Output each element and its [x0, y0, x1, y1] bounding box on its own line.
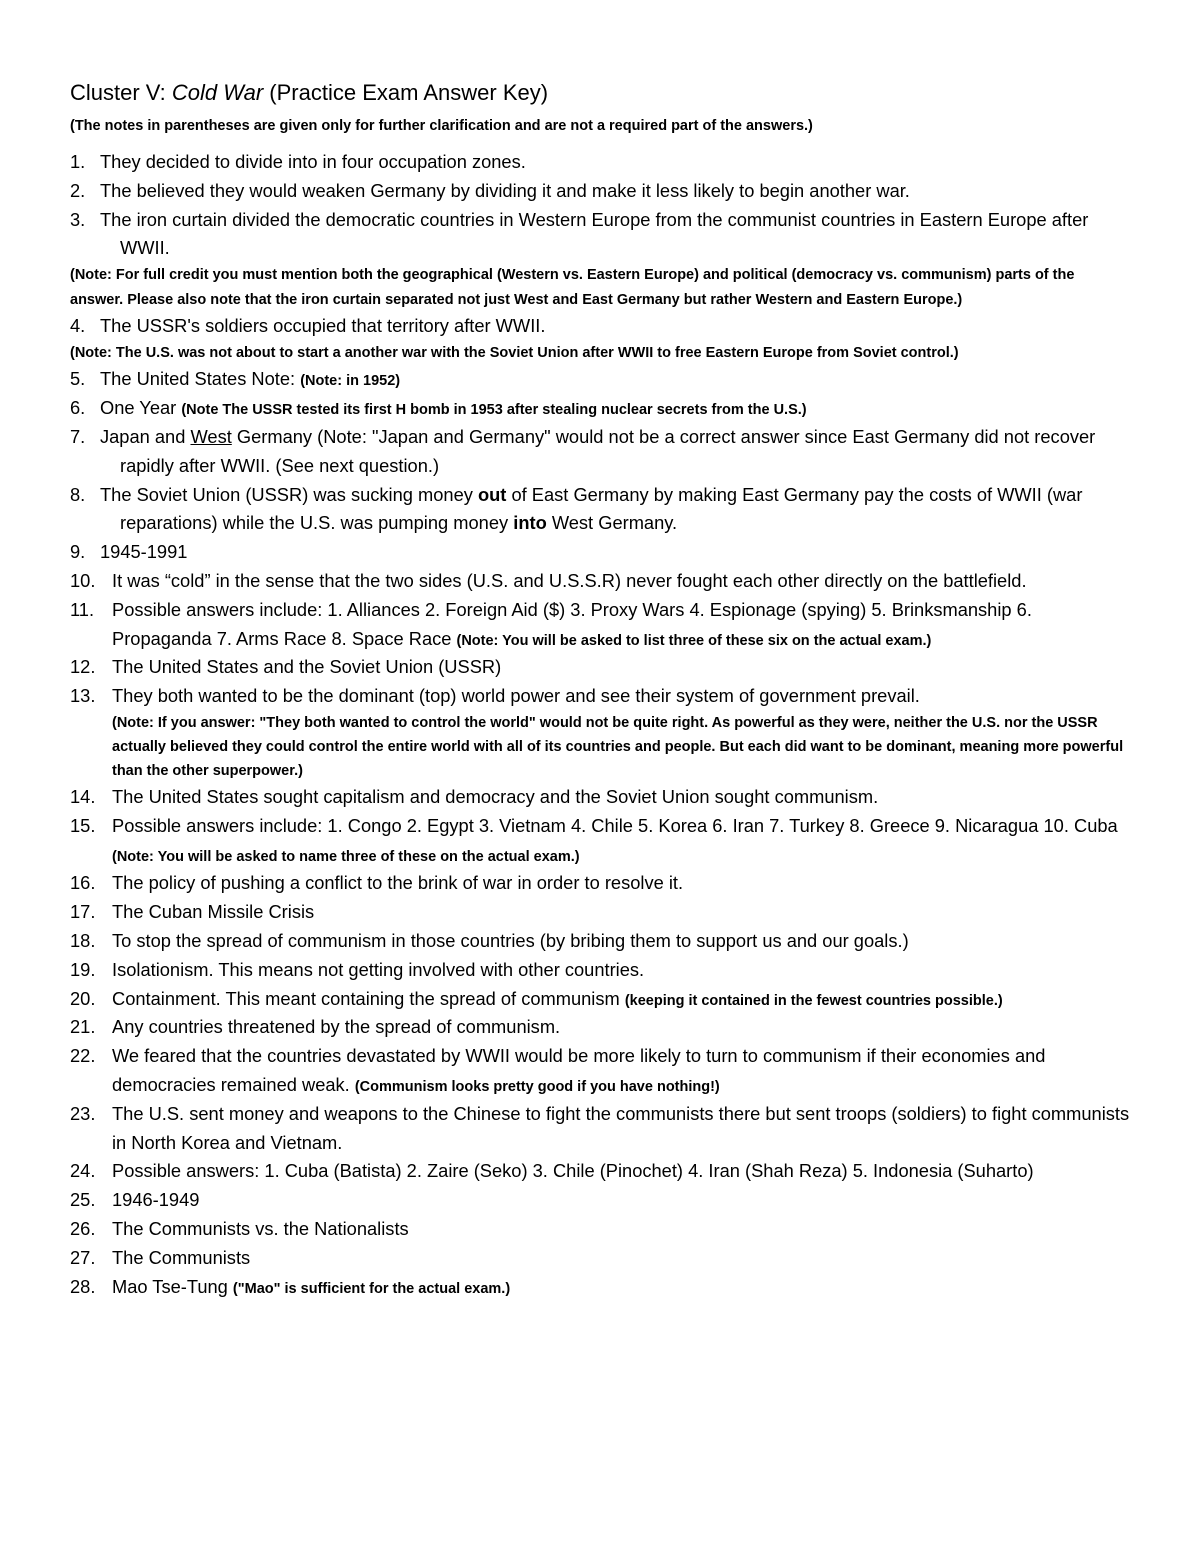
- answer-text-end: West Germany.: [546, 512, 678, 534]
- answer-8: [70, 481, 1130, 539]
- answer-28: [70, 1273, 1130, 1302]
- answer-15: [70, 812, 1130, 870]
- answer-text-continued: Germany (Note: "Japan and Germany" would not be a correct answer since East Germany did not recover rapidly after WWII. (See next question.): [120, 426, 1096, 476]
- answer-3-note: (Note: For full credit you must mention both the geographical (Western vs. Eastern Europe) and political (democracy vs. communism) parts of the answer. Please also note that the iron curtain separated not just West and East Germany but rather Western and Eastern Europe.): [70, 267, 1075, 308]
- answer-text: They decided to divide into in four occupation zones.: [100, 151, 526, 172]
- answer-11: [70, 596, 1130, 654]
- answer-4: [70, 312, 1130, 341]
- answer-note: (Note The USSR tested its first H bomb in 1953 after stealing nuclear secrets from the U.S.): [181, 402, 807, 419]
- answer-number: 21.: [70, 1016, 96, 1038]
- answer-26: [70, 1215, 1130, 1244]
- answer-number: 23.: [70, 1102, 96, 1124]
- answer-text: Mao Tse-Tung: [112, 1275, 233, 1297]
- answer-6: [70, 394, 1130, 423]
- answer-text: It was “cold” in the sense that the two sides (U.S. and U.S.S.R) never fought each other directly on the battlefield.: [112, 570, 1027, 592]
- answer-text: The Communists vs. the Nationalists: [112, 1218, 409, 1239]
- answer-text: The USSR's soldiers occupied that territory after WWII.: [100, 315, 546, 337]
- answer-7: [70, 423, 1130, 481]
- answer-number: 11.: [70, 598, 95, 620]
- answer-text: 1945-1991: [100, 541, 188, 563]
- answer-number: 28.: [70, 1275, 96, 1297]
- answer-text: The U.S. sent money and weapons to the Chinese to fight the communists there but sent troops (soldiers) to fight communists in North Korea and Vietnam.: [112, 1102, 1130, 1153]
- answer-20: [70, 985, 1130, 1014]
- answer-number: 25.: [70, 1189, 96, 1211]
- answer-number: 19.: [70, 958, 96, 980]
- answer-text: 1946-1949: [112, 1189, 200, 1211]
- answer-3: [70, 206, 1130, 264]
- answer-number: 20.: [70, 987, 96, 1009]
- answer-5: [70, 365, 1130, 394]
- answer-text: Possible answers include: 1. Alliances 2. Foreign Aid ($) 3. Proxy Wars 4. Espionage (spying) 5. Brinksmanship 6. Propaganda 7. Arms Race 8. Space Race: [112, 598, 1032, 649]
- answer-18: [70, 927, 1130, 956]
- answer-number: 12.: [70, 656, 96, 678]
- answer-text: The United States Note:: [100, 368, 301, 390]
- answer-25: [70, 1186, 1130, 1215]
- answer-number: 18.: [70, 930, 96, 952]
- answer-number: 15.: [70, 814, 96, 836]
- intro-note: (The notes in parentheses are given only for further clarification and are not a required part of the answers.): [70, 118, 813, 134]
- answer-text: The iron curtain divided the democratic countries in Western Europe from the communist countries in Eastern Europe after WWII.: [100, 208, 1089, 259]
- answer-4-note: (Note: The U.S. was not about to start a another war with the Soviet Union after WWII to free Eastern Europe from Soviet control.): [70, 344, 959, 361]
- answer-number: 4.: [70, 315, 86, 337]
- answer-9: [70, 538, 1130, 567]
- answer-23: [70, 1100, 1130, 1158]
- answer-21: [70, 1013, 1130, 1042]
- answer-text: The Cuban Missile Crisis: [112, 901, 315, 923]
- answer-text: The Communists: [112, 1246, 251, 1268]
- answer-text: The believed they would weaken Germany by dividing it and make it less likely to begin another war.: [100, 179, 910, 201]
- answer-22: [70, 1042, 1130, 1100]
- answer-13: [70, 682, 1130, 783]
- answer-text: Any countries threatened by the spread of communism.: [112, 1016, 561, 1038]
- answer-number: 26.: [70, 1218, 96, 1239]
- title-prefix: Cluster V:: [70, 80, 172, 105]
- answer-17: [70, 898, 1130, 927]
- answer-text: The policy of pushing a conflict to the brink of war in order to resolve it.: [112, 872, 684, 894]
- answer-note: (keeping it contained in the fewest countries possible.): [624, 992, 1003, 1009]
- answer-16: [70, 869, 1130, 898]
- answer-number: 24.: [70, 1160, 96, 1182]
- answer-text: They both wanted to be the dominant (top) world power and see their system of government prevail.: [112, 685, 920, 707]
- answer-bold-word: out: [477, 483, 507, 505]
- answer-text: The Soviet Union (USSR) was sucking money: [100, 483, 478, 505]
- answer-text: To stop the spread of communism in those countries (by bribing them to support us and our goals.): [112, 930, 909, 952]
- answer-text: Possible answers: 1. Cuba (Batista) 2. Zaire (Seko) 3. Chile (Pinochet) 4. Iran (Shah Reza) 5. Indonesia (Suharto): [112, 1160, 1034, 1182]
- answer-number: 1.: [70, 151, 86, 172]
- answer-text-continued: of East Germany by making East Germany pay the costs of WWII (war reparations) while the U.S. was pumping money: [120, 483, 1083, 534]
- title-suffix: (Practice Exam Answer Key): [263, 80, 549, 105]
- title-italic: Cold War: [171, 80, 264, 105]
- answer-number: 14.: [70, 786, 96, 808]
- answer-number: 3.: [70, 208, 86, 230]
- answer-number: 27.: [70, 1246, 96, 1268]
- answer-bold-word: into: [513, 512, 547, 534]
- answer-note: (Note: in 1952): [300, 373, 401, 390]
- answer-text: Containment. This meant containing the spread of communism: [112, 987, 625, 1009]
- answer-10: [70, 567, 1130, 596]
- answer-note: (Note: You will be asked to name three of these on the actual exam.): [112, 848, 580, 865]
- answer-27: [70, 1244, 1130, 1273]
- answer-number: 8.: [70, 483, 86, 505]
- answer-text: One Year: [100, 397, 182, 419]
- answer-number: 22.: [70, 1045, 96, 1067]
- answer-1: [70, 148, 1130, 177]
- answer-14: [70, 783, 1130, 812]
- answer-text: The United States sought capitalism and democracy and the Soviet Union sought communism.: [112, 786, 879, 808]
- answer-number: 13.: [70, 685, 96, 707]
- answer-number: 10.: [70, 570, 96, 592]
- answer-key-document: [70, 78, 1130, 1301]
- answer-text: Possible answers include: 1. Congo 2. Egypt 3. Vietnam 4. Chile 5. Korea 6. Iran 7. Turkey 8. Greece 9. Nicaragua 10. Cuba: [112, 814, 1118, 836]
- answer-2: [70, 177, 1130, 206]
- answer-note: ("Mao" is sufficient for the actual exam.): [232, 1280, 511, 1297]
- answer-number: 5.: [70, 368, 86, 390]
- answer-number: 7.: [70, 426, 86, 448]
- answer-text: Isolationism. This means not getting involved with other countries.: [112, 958, 645, 980]
- answer-text: We feared that the countries devastated by WWII would be more likely to turn to communism if their economies and democracies remained weak.: [112, 1045, 1046, 1096]
- answer-note: (Note: If you answer: "They both wanted to control the world" would not be quite right. As powerful as they were, neither the U.S. nor the USSR actually believed they could control the entire world with all of its countries and people. But each did want to be dominant, meaning more powerful than the other superpower.): [112, 715, 1124, 780]
- answer-text: The United States and the Soviet Union (USSR): [112, 656, 502, 678]
- answer-number: 6.: [70, 397, 86, 419]
- answer-number: 17.: [70, 901, 96, 923]
- answer-number: 2.: [70, 179, 86, 201]
- answer-note: (Communism looks pretty good if you have nothing!): [354, 1079, 720, 1096]
- answer-text: Japan and: [100, 426, 191, 448]
- answer-number: 16.: [70, 872, 96, 894]
- answer-underlined-word: West: [190, 426, 232, 448]
- answer-12: [70, 653, 1130, 682]
- answer-19: [70, 956, 1130, 985]
- answer-24: [70, 1157, 1130, 1186]
- page-title: [70, 78, 1130, 108]
- answer-note: (Note: You will be asked to list three of these six on the actual exam.): [456, 632, 932, 649]
- answer-number: 9.: [70, 541, 86, 563]
